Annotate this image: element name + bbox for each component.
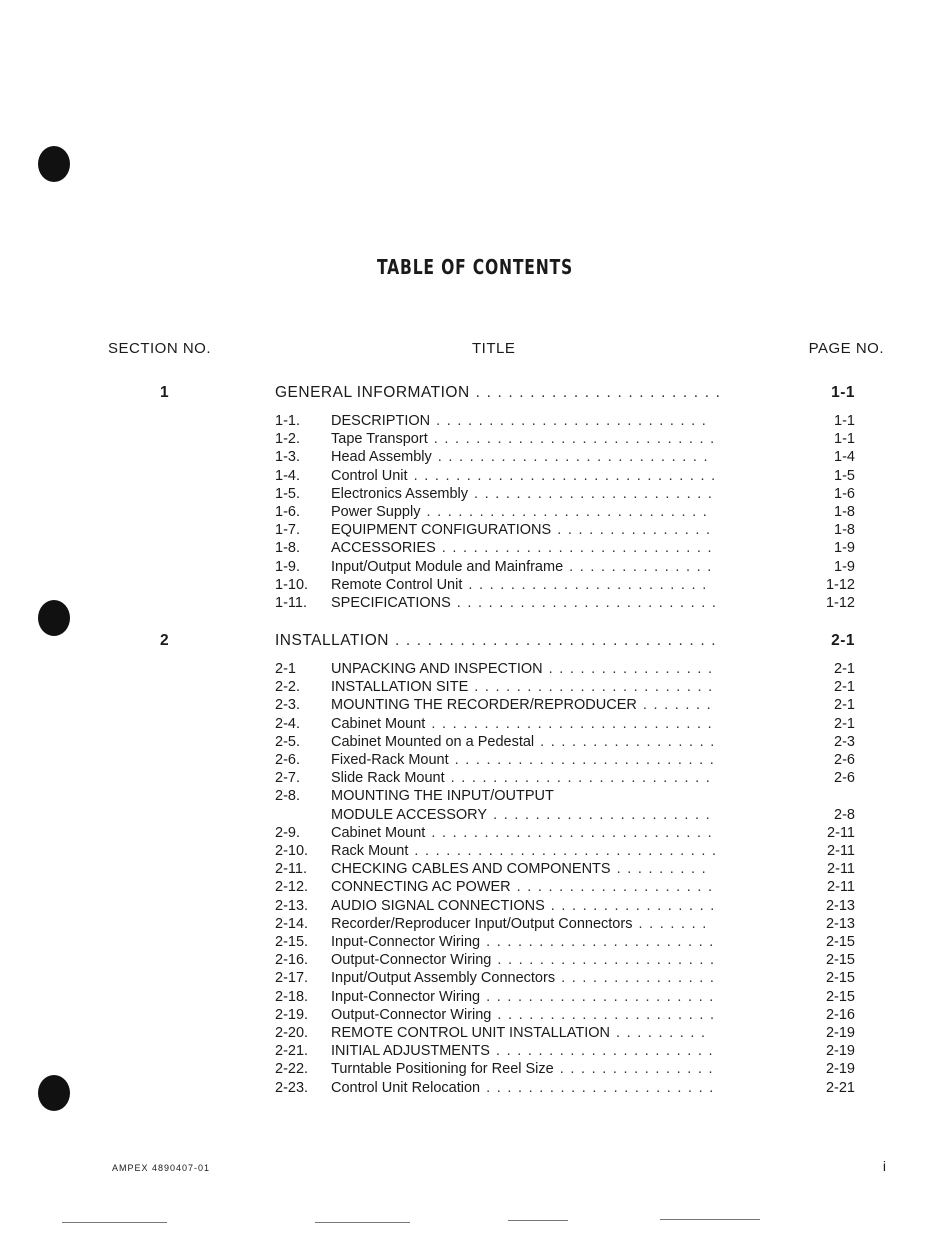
toc-page-number: 2-3 <box>834 733 855 750</box>
toc-row <box>0 430 950 448</box>
leader-dots: .............................. <box>394 632 723 649</box>
toc-page-number: 1-5 <box>834 467 855 484</box>
toc-item-title: Input/Output Assembly Connectors <box>331 970 556 987</box>
toc-row <box>0 860 950 878</box>
toc-item-number: 2-3. <box>275 697 300 714</box>
toc-item-number: 2-17. <box>275 970 309 987</box>
toc-item-number: 1-10. <box>275 576 309 593</box>
toc-row <box>0 412 950 430</box>
leader-dots: .......................... <box>437 449 715 466</box>
leader-dots: ....................... <box>468 576 713 593</box>
toc-page-number: 2-8 <box>834 806 855 823</box>
toc-row <box>0 696 950 714</box>
column-header-title: TITLE <box>472 340 516 357</box>
toc-item-number: 2-16. <box>275 952 309 969</box>
toc-item-number: 2-15. <box>275 934 309 950</box>
leader-dots: ..................... <box>497 1006 721 1023</box>
toc-row <box>0 988 950 1006</box>
toc-item-title: Recorder/Reproducer Input/Output Connectors <box>331 915 633 932</box>
toc-item-title: Electronics Assembly <box>331 485 468 502</box>
toc-page-number: 1-9 <box>834 558 855 575</box>
toc-section-number: 1 <box>160 384 170 401</box>
toc-row <box>0 951 950 969</box>
scan-artifact-line <box>62 1222 167 1223</box>
leader-dots: ........................... <box>426 504 714 520</box>
toc-item-number: 2-21. <box>275 1043 309 1060</box>
toc-row <box>0 1042 950 1060</box>
toc-page-number: 1-1 <box>834 431 855 448</box>
toc-item-title: Input-Connector Wiring <box>331 934 481 950</box>
toc-row <box>0 733 950 751</box>
toc-item-number: 2-1 <box>275 661 296 677</box>
toc-item-number: 1-9. <box>275 558 300 575</box>
toc-page-number: 2-6 <box>834 752 855 768</box>
leader-dots: ....... <box>642 697 718 714</box>
toc-page-number: 1-12 <box>825 595 855 611</box>
toc-item-number: 2-8. <box>275 788 300 805</box>
scan-artifact-line <box>508 1220 568 1221</box>
leader-dots: ......................... <box>450 770 717 787</box>
toc-row <box>0 824 950 842</box>
toc-row <box>0 521 950 539</box>
toc-item-title: CONNECTING AC POWER <box>331 879 511 896</box>
toc-row <box>0 660 950 678</box>
leader-dots: ....................... <box>475 384 727 401</box>
toc-item-number: 1-7. <box>275 522 300 539</box>
leader-dots: .......................... <box>441 540 719 557</box>
toc-item-number: 2-14. <box>275 915 309 932</box>
toc-row <box>0 769 950 787</box>
toc-page-number: 2-1 <box>834 697 855 714</box>
leader-dots: ................ <box>550 897 721 914</box>
toc-row <box>0 576 950 594</box>
leader-dots: ..................... <box>493 806 717 823</box>
toc-page-number: 2-6 <box>834 770 855 787</box>
toc-item-title: Cabinet Mount <box>331 715 426 732</box>
toc-section-row <box>0 632 950 650</box>
toc-item-number: 2-23. <box>275 1079 309 1096</box>
toc-row <box>0 751 950 769</box>
toc-page-number: 1-8 <box>834 522 855 539</box>
leader-dots: ......... <box>616 1025 712 1041</box>
toc-page-number: 1-1 <box>831 384 855 401</box>
leader-dots: ............................. <box>414 843 723 859</box>
leader-dots: .............. <box>569 558 718 575</box>
toc-item-title: MOUNTING THE RECORDER/REPRODUCER <box>331 697 637 714</box>
toc-item-title: Head Assembly <box>331 449 432 466</box>
toc-item-title: Turntable Positioning for Reel Size <box>331 1061 554 1078</box>
leader-dots: ....................... <box>474 679 719 696</box>
toc-page-number: 2-19 <box>825 1061 855 1078</box>
toc-item-number: 2-9. <box>275 824 300 841</box>
toc-page-number: 2-15 <box>825 988 855 1005</box>
leader-dots: ......................... <box>454 752 721 768</box>
leader-dots: ................. <box>540 733 721 750</box>
scan-artifact-line <box>660 1219 760 1220</box>
toc-row <box>0 539 950 557</box>
toc-item-number: 2-12. <box>275 879 309 896</box>
leader-dots: ......................... <box>456 595 723 611</box>
toc-item-title: Cabinet Mounted on a Pedestal <box>331 733 535 750</box>
toc-item-title: GENERAL INFORMATION <box>275 384 470 401</box>
toc-item-number: 2-11. <box>275 861 307 878</box>
page-title: TABLE OF CONTENTS <box>376 255 574 279</box>
leader-dots: ....................... <box>474 485 719 502</box>
toc-item-number: 1-5. <box>275 485 300 502</box>
toc-item-number: 1-1. <box>275 413 300 429</box>
leader-dots: ............... <box>561 970 721 987</box>
toc-item-number: 2-4. <box>275 715 300 732</box>
toc-row <box>0 448 950 466</box>
toc-row <box>0 1006 950 1024</box>
toc-page-number: 2-1 <box>834 661 855 677</box>
toc-item-title: AUDIO SIGNAL CONNECTIONS <box>331 897 545 914</box>
toc-row <box>0 806 950 824</box>
toc-item-title: INITIAL ADJUSTMENTS <box>331 1043 490 1060</box>
document-number: AMPEX 4890407-01 <box>112 1163 211 1173</box>
toc-row <box>0 558 950 576</box>
toc-item-title: Control Unit Relocation <box>331 1079 481 1096</box>
scan-artifact-line <box>315 1222 410 1223</box>
toc-item-title: EQUIPMENT CONFIGURATIONS <box>331 522 552 539</box>
toc-item-title: Remote Control Unit <box>331 576 463 593</box>
leader-dots: .......................... <box>436 413 713 429</box>
toc-item-title: DESCRIPTION <box>331 413 431 429</box>
toc-page-number: 2-11 <box>827 861 855 878</box>
toc-row <box>0 503 950 521</box>
toc-row <box>0 594 950 612</box>
toc-page-number: 1-12 <box>825 576 855 593</box>
toc-row <box>0 969 950 987</box>
toc-item-number: 2-18. <box>275 988 309 1005</box>
toc-item-title: MODULE ACCESSORY <box>331 806 488 823</box>
toc-item-number: 2-20. <box>275 1025 309 1041</box>
toc-row <box>0 1079 950 1097</box>
toc-item-number: 1-4. <box>275 467 300 484</box>
toc-item-title: CHECKING CABLES AND COMPONENTS <box>331 861 611 878</box>
toc-row <box>0 715 950 733</box>
toc-item-title: Output-Connector Wiring <box>331 1006 492 1023</box>
column-header-page: PAGE NO. <box>808 340 884 357</box>
toc-row <box>0 915 950 933</box>
toc-row <box>0 678 950 696</box>
toc-row <box>0 485 950 503</box>
toc-item-number: 2-6. <box>275 752 300 768</box>
toc-row <box>0 842 950 860</box>
toc-page-number: 1-6 <box>834 485 855 502</box>
toc-row <box>0 878 950 896</box>
toc-item-number: 1-6. <box>275 504 300 520</box>
toc-item-number: 2-2. <box>275 679 300 696</box>
toc-page-number: 2-16 <box>825 1006 855 1023</box>
toc-item-title: Cabinet Mount <box>331 824 426 841</box>
leader-dots: ....... <box>638 915 713 932</box>
toc-page-number: 1-4 <box>834 449 855 466</box>
toc-row <box>0 1060 950 1078</box>
toc-item-number: 1-3. <box>275 449 300 466</box>
toc-row <box>0 1024 950 1042</box>
toc-section-number: 2 <box>160 632 170 649</box>
toc-item-title: ACCESSORIES <box>331 540 436 557</box>
leader-dots: ..................... <box>495 1043 720 1060</box>
toc-page-number: 1-8 <box>834 504 855 520</box>
leader-dots: ........................... <box>433 431 721 448</box>
footer-page-number: i <box>882 1158 886 1174</box>
toc-row <box>0 897 950 915</box>
leader-dots: ...................... <box>486 934 720 950</box>
toc-item-title: INSTALLATION SITE <box>331 679 469 696</box>
toc-item-number: 2-19. <box>275 1006 309 1023</box>
toc-item-title: Control Unit <box>331 467 408 484</box>
leader-dots: ...................... <box>486 988 720 1005</box>
toc-page-number: 2-19 <box>825 1043 855 1060</box>
toc-page-number: 1-9 <box>834 540 855 557</box>
toc-page-number: 2-19 <box>825 1025 855 1041</box>
toc-item-title: Fixed-Rack Mount <box>331 752 449 768</box>
toc-item-number: 2-7. <box>275 770 300 787</box>
toc-page-number: 2-11 <box>827 879 855 896</box>
leader-dots: ......... <box>616 861 713 878</box>
toc-page-number: 2-15 <box>825 970 855 987</box>
toc-page-number: 1-1 <box>834 413 855 429</box>
toc-page-number: 2-1 <box>834 679 855 696</box>
toc-page-number: 2-21 <box>825 1079 855 1096</box>
leader-dots: ...................... <box>486 1079 720 1096</box>
toc-item-title: Slide Rack Mount <box>331 770 445 787</box>
toc-section-row <box>0 384 950 402</box>
toc-page-number: 2-1 <box>831 632 855 649</box>
toc-page-number: 2-1 <box>834 715 855 732</box>
toc-item-title: UNPACKING AND INSPECTION <box>331 661 543 677</box>
toc-page-number: 2-15 <box>825 934 855 950</box>
toc-item-title: Output-Connector Wiring <box>331 952 492 969</box>
leader-dots: ............... <box>559 1061 720 1078</box>
toc-item-title: Tape Transport <box>331 431 428 448</box>
toc-item-title: MOUNTING THE INPUT/OUTPUT <box>331 788 554 805</box>
leader-dots: ............................. <box>413 467 722 484</box>
toc-item-title: Input/Output Module and Mainframe <box>331 558 564 575</box>
toc-item-number: 2-13. <box>275 897 309 914</box>
toc-row <box>0 467 950 485</box>
toc-row <box>0 787 950 805</box>
toc-item-title: Input-Connector Wiring <box>331 988 481 1005</box>
toc-item-title: REMOTE CONTROL UNIT INSTALLATION <box>331 1025 611 1041</box>
toc-item-title: SPECIFICATIONS <box>331 595 451 611</box>
toc-item-title: Power Supply <box>331 504 421 520</box>
leader-dots: ................... <box>516 879 719 896</box>
toc-item-title: Rack Mount <box>331 843 409 859</box>
leader-dots: ........................... <box>431 715 719 732</box>
toc-page-number: 2-11 <box>827 843 855 859</box>
leader-dots: ................ <box>548 661 719 677</box>
toc-item-number: 2-10. <box>275 843 309 859</box>
toc-item-title: INSTALLATION <box>275 632 389 649</box>
toc-page-number: 2-15 <box>825 952 855 969</box>
toc-page-number: 2-13 <box>825 915 855 932</box>
toc-item-number: 1-11. <box>275 595 307 611</box>
toc-item-number: 1-8. <box>275 540 300 557</box>
toc-page-number: 2-11 <box>827 824 855 841</box>
leader-dots: ........................... <box>431 824 719 841</box>
toc-page-number: 2-13 <box>825 897 855 914</box>
toc-item-number: 2-22. <box>275 1061 309 1078</box>
leader-dots: ..................... <box>497 952 721 969</box>
leader-dots: ............... <box>557 522 717 539</box>
toc-item-number: 2-5. <box>275 733 300 750</box>
toc-item-number: 1-2. <box>275 431 300 448</box>
column-header-section: SECTION NO. <box>108 340 212 357</box>
toc-row <box>0 933 950 951</box>
